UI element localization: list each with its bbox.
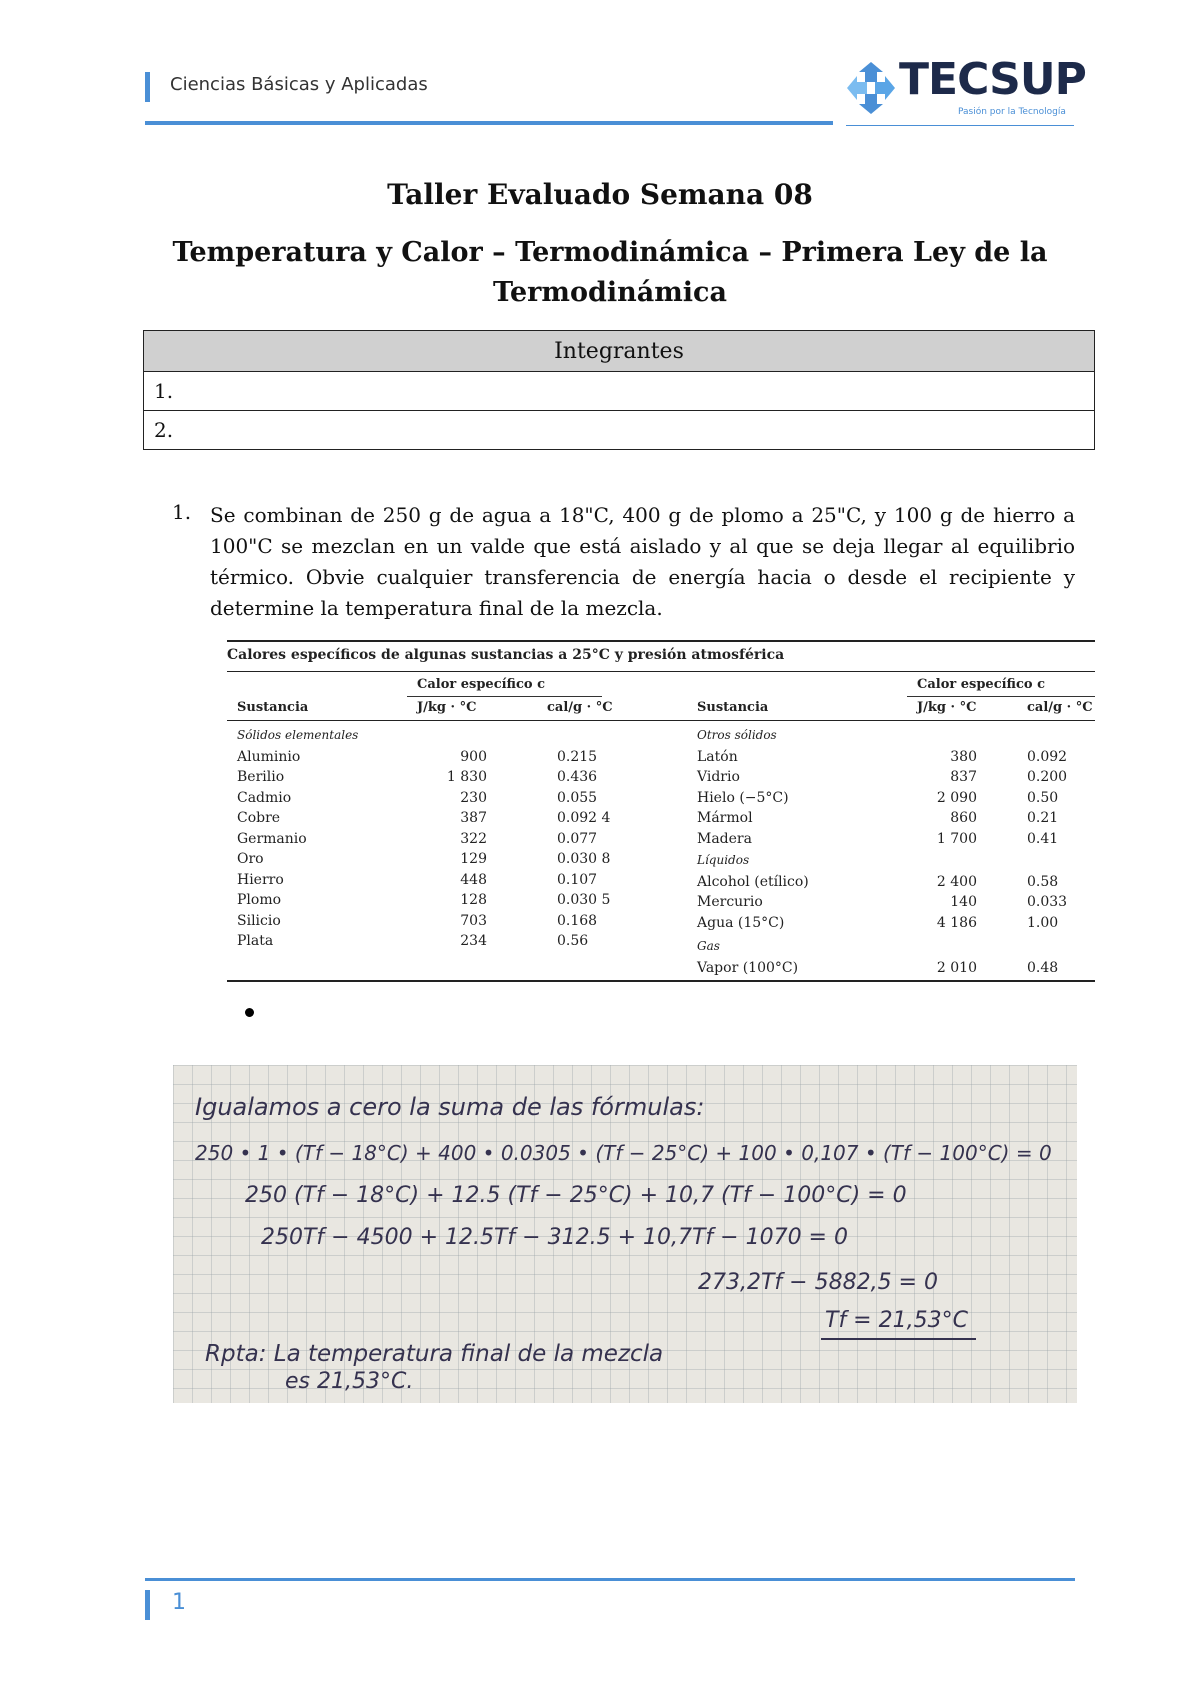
substance-name: Plomo xyxy=(237,892,282,908)
category-label: Líquidos xyxy=(697,853,750,867)
handwritten-line-5: 273,2Tf − 5882,5 = 0 xyxy=(698,1270,938,1295)
substance-name: Agua (15°C) xyxy=(697,914,785,931)
value-jkg: 380 xyxy=(950,748,977,765)
right-group-header: Calor específico c xyxy=(917,677,1046,692)
left-group-header: Calor específico c xyxy=(417,677,546,692)
handwritten-solution-photo xyxy=(173,1065,1077,1403)
page-title: Taller Evaluado Semana 08 xyxy=(387,178,813,211)
page-number: 1 xyxy=(172,1590,186,1615)
left-col-jkg: J/kg · °C xyxy=(417,700,477,715)
handwritten-result: Tf = 21,53°C xyxy=(825,1308,968,1333)
table-bottom-rule xyxy=(227,980,1095,982)
value-calg: 0.092 xyxy=(1027,748,1068,765)
substance-name: Cobre xyxy=(237,810,281,826)
logo-tagline: Pasión por la Tecnología xyxy=(958,107,1066,117)
members-table-header: Integrantes xyxy=(144,331,1095,372)
header-rule xyxy=(145,121,833,125)
footer-accent-bar xyxy=(145,1590,150,1620)
value-jkg: 387 xyxy=(460,810,487,826)
category-label: Gas xyxy=(697,939,720,953)
table-caption: Calores específicos de algunas sustancias a 25°C y presión atmosférica xyxy=(227,647,785,663)
handwritten-line-2: 250 • 1 • (Tf − 18°C) + 400 • 0.0305 • (Tf − 25°C) + 100 • 0,107 • (Tf − 100°C) = 0 xyxy=(195,1141,1052,1165)
substance-name: Latón xyxy=(697,748,738,765)
members-table xyxy=(143,330,1095,450)
table-top-rule xyxy=(227,640,1095,642)
footer-rule xyxy=(145,1578,1075,1581)
header-accent-bar xyxy=(145,72,150,102)
handwritten-line-3: 250 (Tf − 18°C) + 12.5 (Tf − 25°C) + 10,7 (Tf − 100°C) = 0 xyxy=(245,1183,907,1208)
substance-name: Germanio xyxy=(237,830,307,847)
substance-name: Alcohol (etílico) xyxy=(697,873,809,890)
substance-name: Plata xyxy=(237,933,274,949)
value-calg: 0.21 xyxy=(1027,810,1059,826)
left-col-calg: cal/g · °C xyxy=(547,700,613,715)
value-jkg: 140 xyxy=(950,894,977,910)
value-calg: 0.092 4 xyxy=(557,810,611,826)
value-jkg: 230 xyxy=(460,789,487,806)
value-jkg: 1 830 xyxy=(446,769,487,785)
value-calg: 0.055 xyxy=(557,789,598,806)
value-jkg: 4 186 xyxy=(936,914,977,931)
left-group-underline xyxy=(407,696,602,697)
substance-name: Berilio xyxy=(237,769,285,785)
bullet-point xyxy=(245,1008,254,1017)
value-jkg: 2 010 xyxy=(936,959,977,976)
value-jkg: 1 700 xyxy=(936,830,977,847)
value-jkg: 900 xyxy=(460,748,487,765)
value-calg: 0.41 xyxy=(1027,830,1059,847)
handwritten-answer-2: es 21,53°C. xyxy=(285,1369,414,1394)
logo-emblem-icon xyxy=(843,58,899,118)
value-jkg: 234 xyxy=(460,933,487,949)
question-text: Se combinan de 250 g de agua a 18"C, 400 g de plomo a 25"C, y 100 g de hierro a 100"C se mezclan en un valde que está aislado y al que se deja llegar al equilibrio térmico. Obvie cualquier transferencia de energía hacia o desde el recipiente y determine la temperatura final de la mezcla. xyxy=(210,503,1075,620)
tecsup-logo xyxy=(843,52,1086,128)
value-calg: 0.215 xyxy=(557,748,598,765)
value-calg: 0.48 xyxy=(1027,959,1059,976)
header-section-label: Ciencias Básicas y Aplicadas xyxy=(170,74,428,95)
value-jkg: 322 xyxy=(460,830,487,847)
substance-name: Hielo (−5°C) xyxy=(697,789,789,806)
logo-wordmark: TECSUP xyxy=(899,54,1086,105)
value-calg: 0.168 xyxy=(557,912,598,929)
substance-name: Vapor (100°C) xyxy=(697,959,799,976)
value-jkg: 448 xyxy=(460,871,487,888)
handwritten-line-4: 250Tf − 4500 + 12.5Tf − 312.5 + 10,7Tf − 1070 = 0 xyxy=(261,1225,848,1250)
logo-rule xyxy=(846,125,1074,126)
value-calg: 0.200 xyxy=(1027,769,1068,785)
left-col-substance: Sustancia xyxy=(237,700,309,715)
value-jkg: 860 xyxy=(950,810,977,826)
substance-name: Vidrio xyxy=(697,769,740,785)
value-jkg: 2 400 xyxy=(936,873,977,890)
value-calg: 0.033 xyxy=(1027,894,1068,910)
substance-name: Mercurio xyxy=(697,894,763,910)
right-group-underline xyxy=(907,696,1095,697)
value-calg: 1.00 xyxy=(1027,914,1059,931)
value-jkg: 703 xyxy=(460,912,487,929)
value-calg: 0.030 8 xyxy=(557,851,611,867)
table-caption-rule xyxy=(227,671,1095,672)
substance-name: Hierro xyxy=(237,871,284,888)
right-col-jkg: J/kg · °C xyxy=(917,700,977,715)
handwritten-answer-1: Rpta: La temperatura final de la mezcla xyxy=(205,1341,664,1367)
value-jkg: 837 xyxy=(950,769,977,785)
value-calg: 0.56 xyxy=(557,933,589,949)
value-jkg: 129 xyxy=(460,851,487,867)
value-jkg: 128 xyxy=(460,892,487,908)
right-col-calg: cal/g · °C xyxy=(1027,700,1093,715)
value-calg: 0.107 xyxy=(557,871,598,888)
handwritten-line-1: Igualamos a cero la suma de las fórmulas: xyxy=(195,1093,705,1121)
right-col-substance: Sustancia xyxy=(697,700,769,715)
member-row-1: 1. xyxy=(144,372,1095,411)
result-underline xyxy=(821,1338,976,1340)
substance-name: Cadmio xyxy=(237,789,292,806)
substance-name: Oro xyxy=(237,851,264,867)
substance-name: Aluminio xyxy=(237,748,301,765)
substance-name: Mármol xyxy=(697,810,753,826)
substance-name: Silicio xyxy=(237,912,281,929)
category-label: Otros sólidos xyxy=(697,728,777,742)
value-calg: 0.436 xyxy=(557,769,598,785)
value-jkg: 2 090 xyxy=(936,789,977,806)
value-calg: 0.030 5 xyxy=(557,892,611,908)
value-calg: 0.58 xyxy=(1027,873,1059,890)
page-subtitle: Temperatura y Calor – Termodinámica – Primera Ley de la Termodinámica xyxy=(172,237,1048,308)
question-number: 1. xyxy=(172,500,192,524)
value-calg: 0.50 xyxy=(1027,789,1059,806)
table-header-rule xyxy=(227,720,1095,721)
category-label: Sólidos elementales xyxy=(237,728,359,742)
value-calg: 0.077 xyxy=(557,830,598,847)
member-row-2: 2. xyxy=(144,411,1095,450)
substance-name: Madera xyxy=(697,830,752,847)
